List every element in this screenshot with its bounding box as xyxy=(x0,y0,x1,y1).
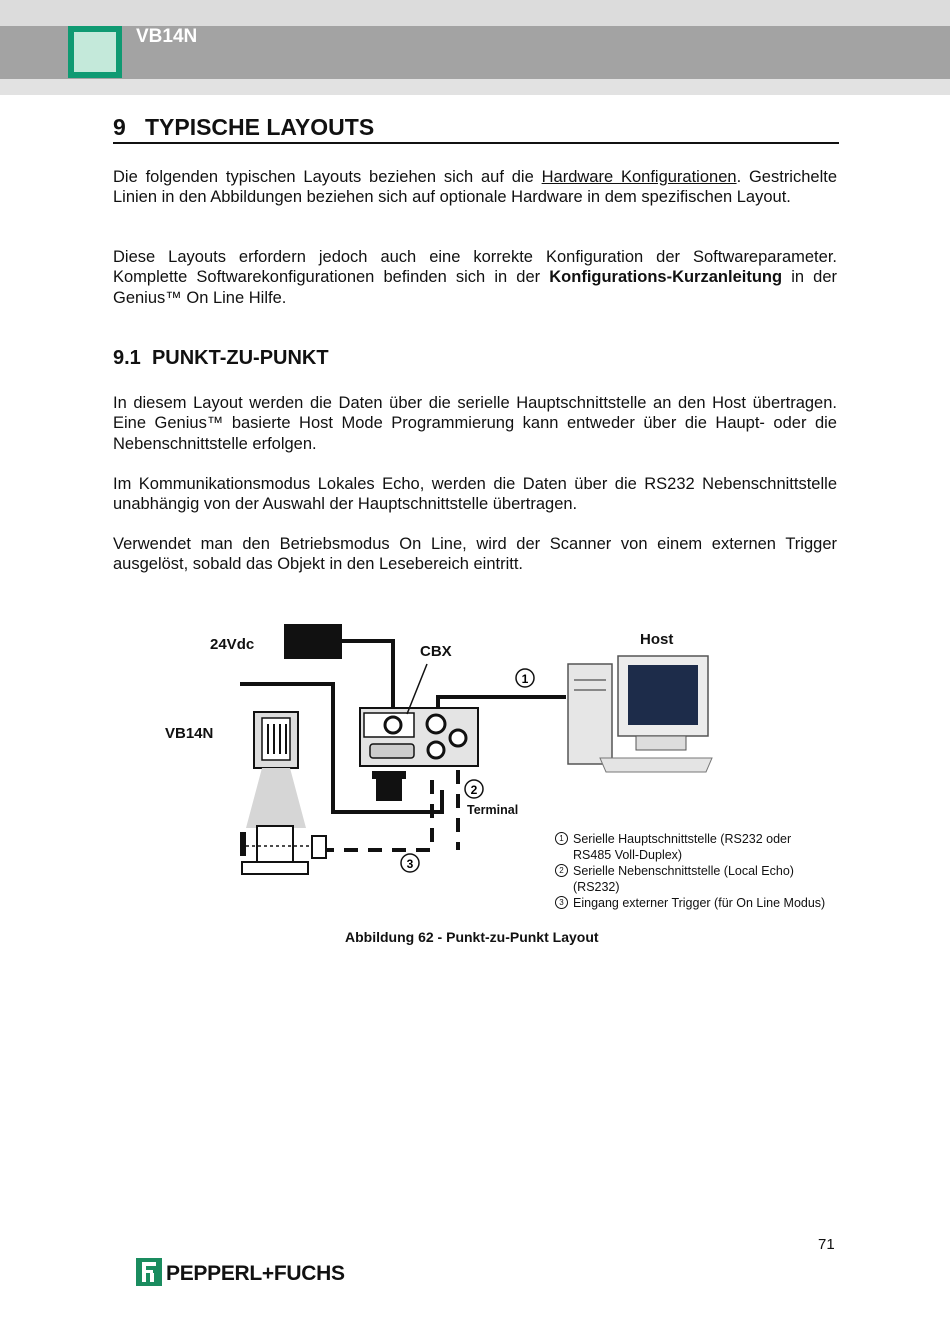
cbx-bracket xyxy=(372,771,406,779)
label-scanner: VB14N xyxy=(165,725,214,742)
subsection-number: 9.1 xyxy=(113,347,141,369)
cbx-db25-connector xyxy=(370,744,414,758)
label-terminal: Terminal xyxy=(467,803,519,817)
photocell-right xyxy=(312,836,326,858)
host-keyboard xyxy=(600,758,712,772)
legend-text: Serielle Nebenschnittstelle (Local Echo) xyxy=(573,864,794,878)
intro-p1-text-end: . Gestrichelte Linien in den Abbildungen beziehen sich auf optionale Hardware in dem spezifischen Layout. xyxy=(113,168,838,207)
power-supply xyxy=(284,624,342,659)
label-host: Host xyxy=(640,631,674,648)
legend-number: 2 xyxy=(555,864,568,877)
subsection-heading xyxy=(113,347,329,370)
header-title: VB14N xyxy=(136,26,198,47)
legend-text-cont: (RS232) xyxy=(573,880,620,894)
body-paragraph-3: Verwendet man den Betriebsmodus On Line, wird der Scanner von einem externen Trigger ausgelöst, sobald das Objekt in den Lesebereich eintritt. xyxy=(113,535,837,574)
intro-p1-text: Die folgenden typischen Layouts beziehen sich auf die xyxy=(113,168,542,186)
body-paragraph-1: In diesem Layout werden die Daten über die serielle Hauptschnittstelle an den Host übertragen. Eine Genius™ basierte Host Mode Programmierung kann entweder über die Haupt- oder die Nebenschnittstelle erfolgen. xyxy=(113,394,837,453)
label-power: 24Vdc xyxy=(210,636,255,653)
intro-p2-text-end: in der Genius™ On Line Hilfe. xyxy=(113,268,837,307)
marker-3: 3 xyxy=(406,857,414,871)
legend-item xyxy=(555,863,825,895)
marker-2: 2 xyxy=(470,783,478,797)
photocell-left xyxy=(240,832,246,856)
legend-number: 3 xyxy=(555,896,568,909)
figure-caption: Abbildung 62 - Punkt-zu-Punkt Layout xyxy=(345,929,599,945)
cbx-port-trigger xyxy=(428,742,444,758)
conveyor xyxy=(242,862,308,874)
hardware-config-link[interactable]: Hardware Konfigurationen xyxy=(541,168,737,186)
body-paragraph-2: Im Kommunikationsmodus Lokales Echo, werden die Daten über die RS232 Nebenschnittstelle unabhängig von der Auswahl der Hauptschnittstelle übertragen. xyxy=(113,475,837,514)
cbx-connector-plug xyxy=(376,779,402,801)
intro-paragraph-1 xyxy=(113,167,837,208)
section-number: 9 xyxy=(113,114,126,140)
marker-1: 1 xyxy=(521,672,529,686)
section-rule xyxy=(113,142,839,144)
intro-paragraph-2 xyxy=(113,247,837,308)
section-heading xyxy=(113,114,374,141)
legend-text: Eingang externer Trigger (für On Line Modus) xyxy=(573,896,826,910)
company-logo-text: PEPPERL+FUCHS xyxy=(166,1262,345,1285)
diagram-legend xyxy=(555,831,825,911)
object-box xyxy=(257,826,293,864)
scan-beam xyxy=(246,768,306,828)
cbx-pointer xyxy=(407,664,427,714)
header-logo-square-inner xyxy=(74,32,116,72)
cbx-port-main xyxy=(427,715,445,733)
cbx-port-aux xyxy=(450,730,466,746)
label-cbx: CBX xyxy=(420,643,452,660)
legend-text: Serielle Hauptschnittstelle (RS232 oder xyxy=(573,832,792,846)
host-screen xyxy=(628,665,698,725)
subsection-title: PUNKT-ZU-PUNKT xyxy=(151,347,329,369)
page-number: 71 xyxy=(818,1236,835,1253)
intro-p2-text: Diese Layouts erfordern jedoch auch eine korrekte Konfiguration der Softwareparameter. Komplette Softwarekonfigurationen befinden sich in der xyxy=(113,248,837,287)
power-cable xyxy=(342,641,393,714)
host-stand xyxy=(636,736,686,750)
legend-number: 1 xyxy=(555,832,568,845)
cbx-port-power xyxy=(385,717,401,733)
legend-item xyxy=(555,831,825,863)
legend-item xyxy=(555,895,825,911)
header-bottom-band xyxy=(0,79,950,95)
header-top-band xyxy=(0,0,950,26)
pepperl-fuchs-logo-icon xyxy=(136,1258,162,1286)
legend-text-cont: RS485 Voll-Duplex) xyxy=(573,848,683,862)
quickstart-guide-ref: Konfigurations-Kurzanleitung xyxy=(549,268,783,287)
section-title: TYPISCHE LAYOUTS xyxy=(144,114,375,140)
